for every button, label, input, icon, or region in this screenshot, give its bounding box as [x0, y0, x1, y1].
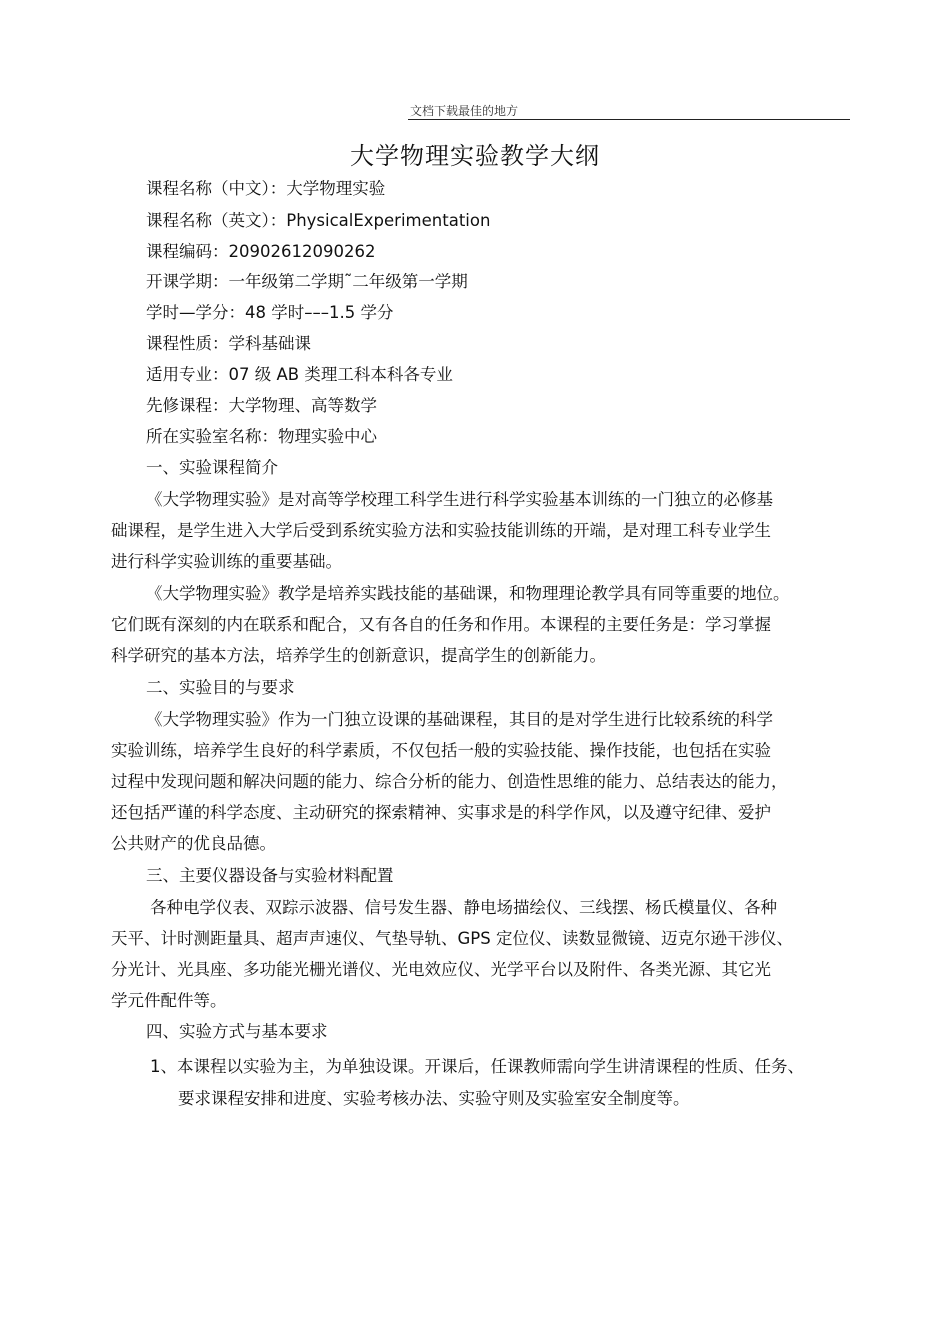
section-1-paragraph-1-line: 础课程，是学生进入大学后受到系统实验方法和实验技能训练的开端，是对理工科专业学生 — [111, 521, 771, 540]
section-1-paragraph-1-line: 《大学物理实验》是对高等学校理工科学生进行科学实验基本训练的一门独立的必修基 — [146, 490, 773, 509]
section-2-heading: 二、实验目的与要求 — [146, 678, 295, 697]
section-1-heading: 一、实验课程简介 — [146, 458, 278, 477]
document-title: 大学物理实验教学大纲 — [350, 142, 600, 170]
section-2-paragraph-line: 实验训练，培养学生良好的科学素质，不仅包括一般的实验技能、操作技能，也包括在实验 — [111, 741, 771, 760]
section-2-paragraph-line: 过程中发现问题和解决问题的能力、综合分析的能力、创造性思维的能力、总结表达的能力， — [111, 772, 788, 791]
section-2-paragraph-line: 公共财产的优良品德。 — [111, 834, 276, 853]
section-2-paragraph-line: 《大学物理实验》作为一门独立设课的基础课程，其目的是对学生进行比较系统的科学 — [146, 710, 773, 729]
meta-course-name-en: 课程名称（英文）：PhysicalExperimentation — [146, 211, 491, 230]
section-3-paragraph-line: 分光计、光具座、多功能光栅光谱仪、光电效应仪、光学平台以及附件、各类光源、其它光 — [111, 960, 771, 979]
page-header-rule — [408, 119, 850, 120]
section-4-heading: 四、实验方式与基本要求 — [146, 1022, 328, 1041]
section-3-paragraph-line: 天平、计时测距量具、超声声速仪、气垫导轨、GPS 定位仪、读数显微镜、迈克尔逊干涉仪、 — [111, 929, 793, 948]
section-1-paragraph-2-line: 它们既有深刻的内在联系和配合，又有各自的任务和作用。本课程的主要任务是：学习掌握 — [111, 615, 771, 634]
page-header-text: 文档下载最佳的地方 — [410, 104, 519, 118]
section-1-paragraph-2-line: 《大学物理实验》教学是培养实践技能的基础课，和物理理论教学具有同等重要的地位。 — [146, 584, 790, 603]
meta-course-nature: 课程性质：学科基础课 — [146, 334, 311, 353]
meta-lab-name: 所在实验室名称：物理实验中心 — [146, 427, 377, 446]
section-4-item-1-line: 1、本课程以实验为主，为单独设课。开课后，任课教师需向学生讲清课程的性质、任务、 — [150, 1057, 804, 1076]
meta-hours-credits: 学时—学分：48 学时–––1.5 学分 — [146, 303, 394, 322]
section-2-paragraph-line: 还包括严谨的科学态度、主动研究的探索精神、实事求是的科学作风，以及遵守纪律、爱护 — [111, 803, 771, 822]
meta-course-name-cn: 课程名称（中文）：大学物理实验 — [146, 179, 386, 198]
meta-semester: 开课学期：一年级第二学期˜二年级第一学期 — [146, 272, 468, 291]
section-3-paragraph-line: 各种电学仪表、双踪示波器、信号发生器、静电场描绘仪、三线摆、杨氏模量仪、各种 — [150, 898, 777, 917]
section-1-paragraph-1-line: 进行科学实验训练的重要基础。 — [111, 552, 342, 571]
meta-applicable-major: 适用专业：07 级 AB 类理工科本科各专业 — [146, 365, 453, 384]
section-3-paragraph-line: 学元件配件等。 — [111, 991, 227, 1010]
meta-course-code: 课程编码：20902612090262 — [146, 242, 376, 261]
section-4-item-1-line: 要求课程安排和进度、实验考核办法、实验守则及实验室安全制度等。 — [178, 1089, 690, 1108]
section-1-paragraph-2-line: 科学研究的基本方法，培养学生的创新意识，提高学生的创新能力。 — [111, 646, 606, 665]
section-3-heading: 三、主要仪器设备与实验材料配置 — [146, 866, 394, 885]
meta-prerequisites: 先修课程：大学物理、高等数学 — [146, 396, 377, 415]
